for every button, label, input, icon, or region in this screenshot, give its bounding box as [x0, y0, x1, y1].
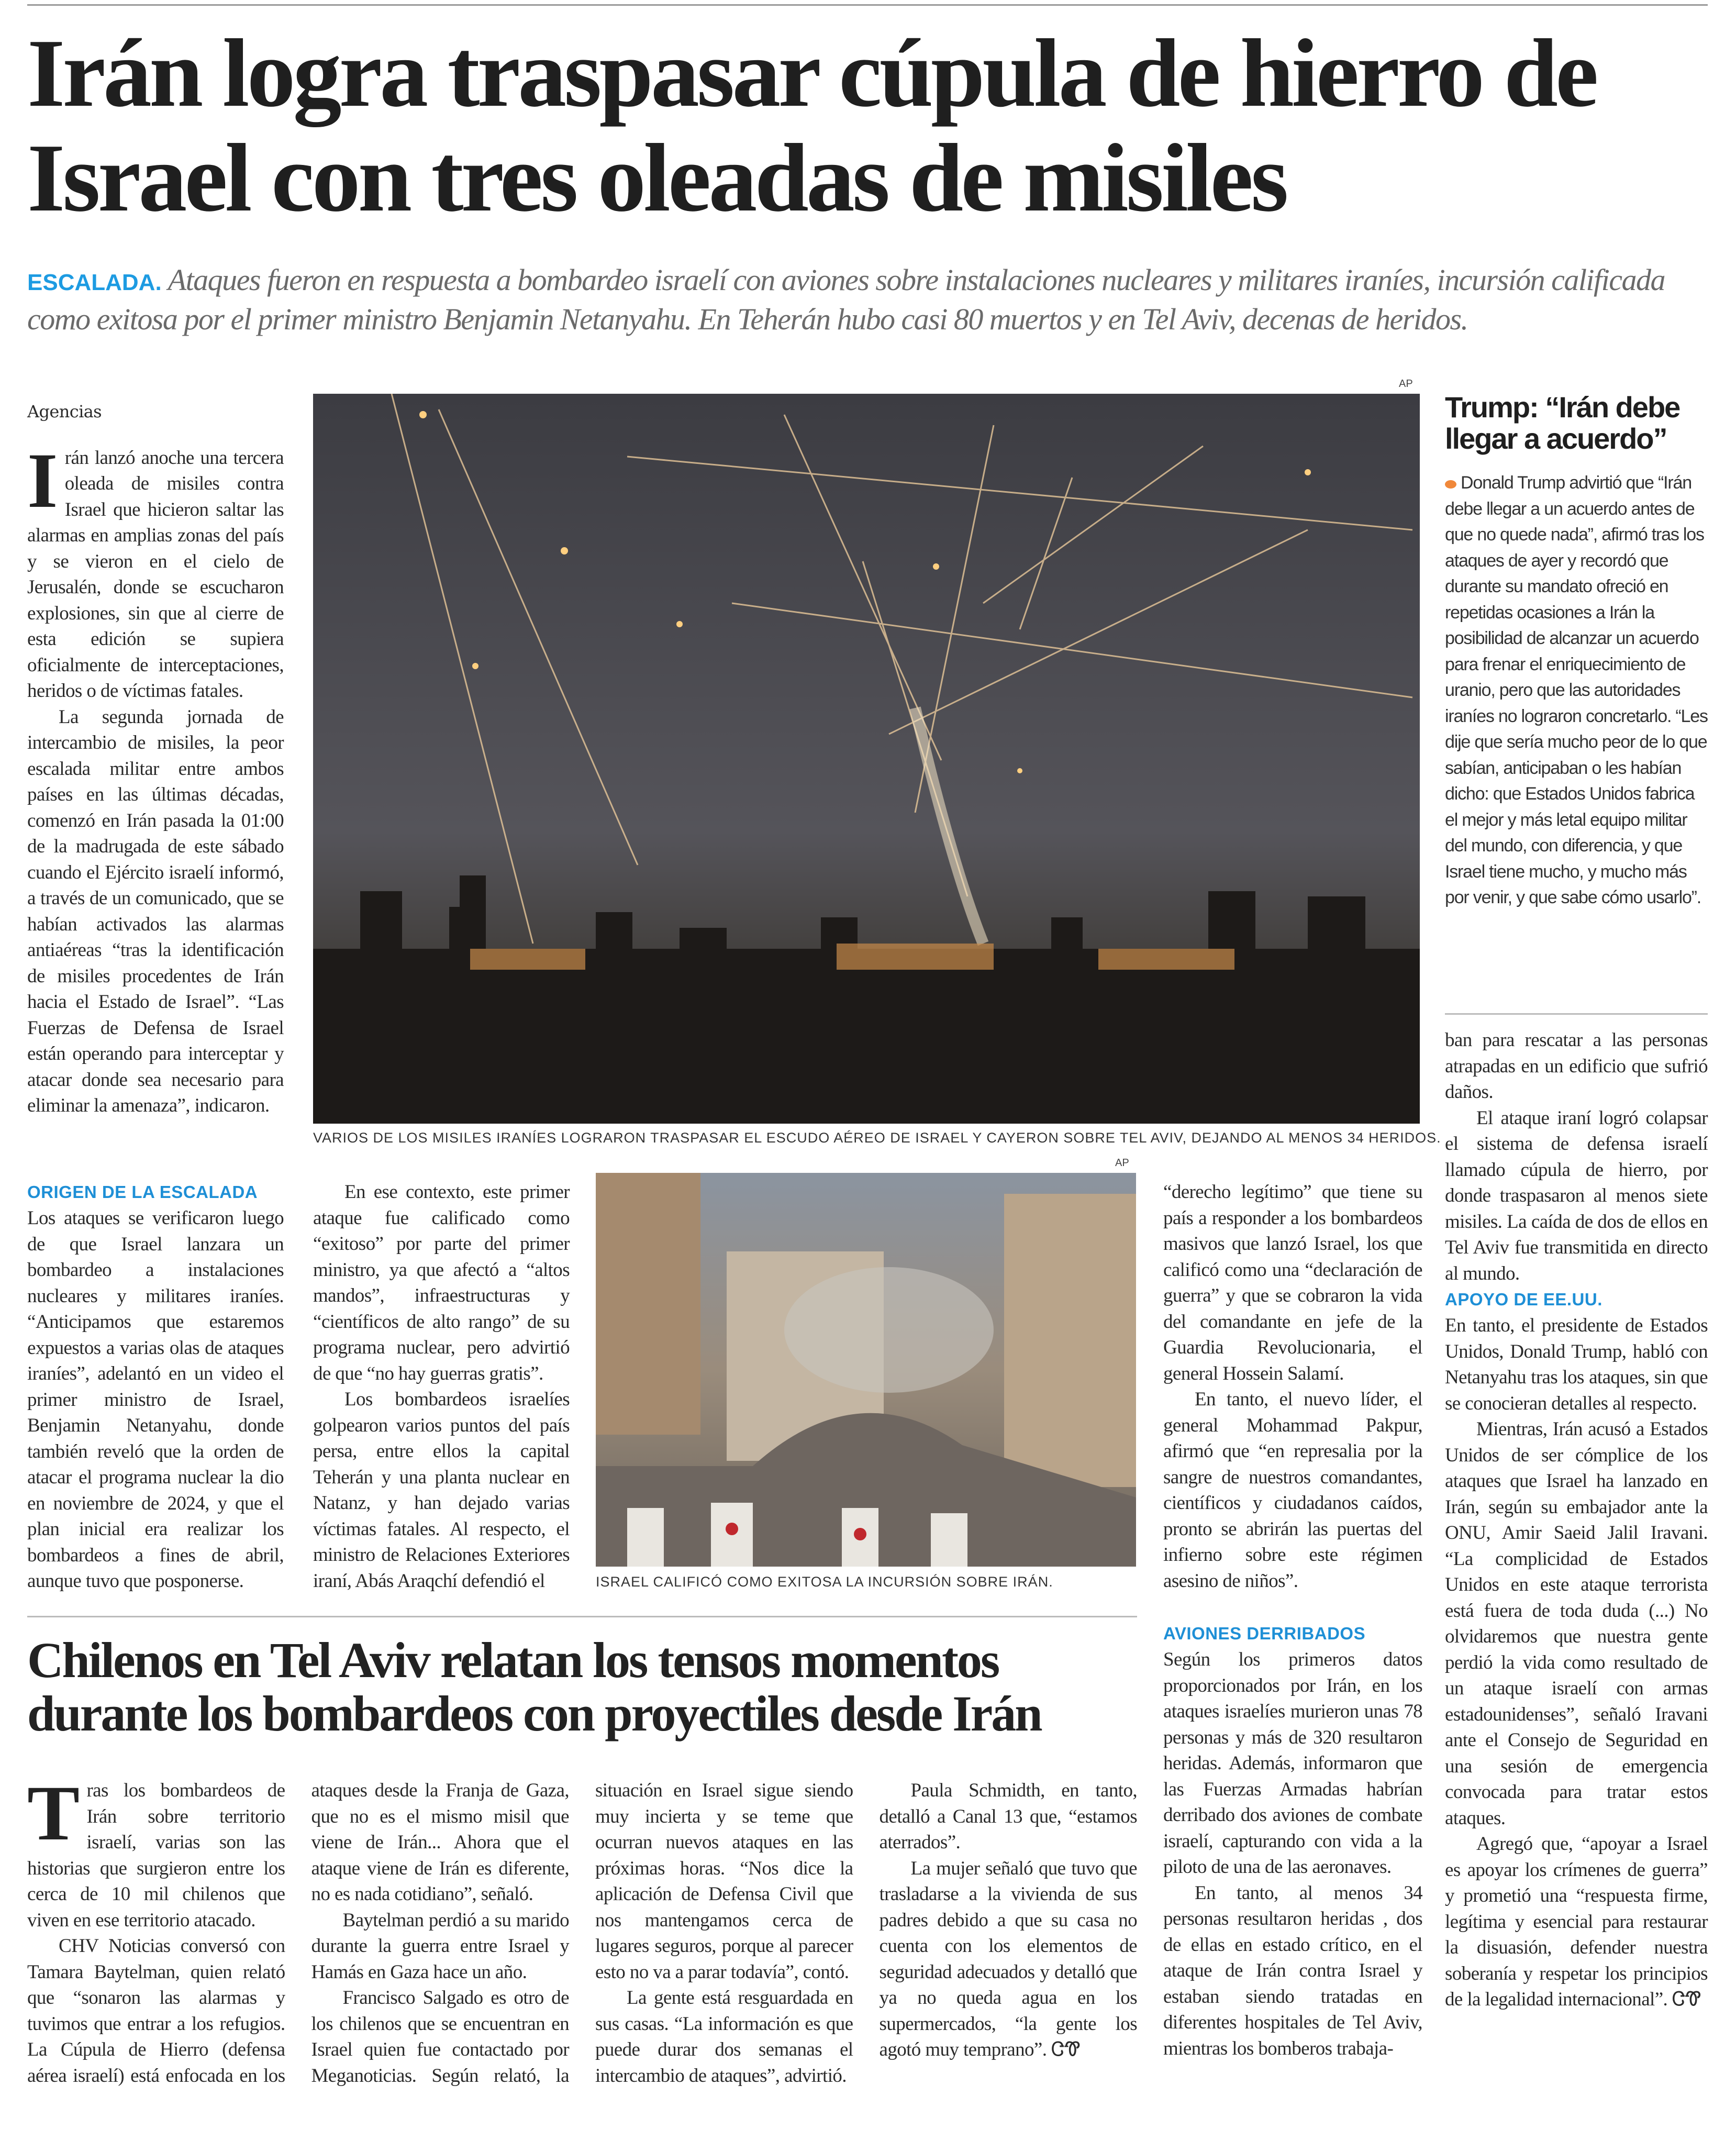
paragraph: Los ataques se verificaron luego de que Israel lanzara un bombardeo a instalaciones nucleares y militares iraníes. “Anticipamos que estaremos expuestos a varias olas de ataques iraníes”, adelantó en un video el primer ministro de Israel, Benjamin Netanyahu, donde también reveló que la orden de atacar el programa nuclear la dio en noviembre de 2024, y que el plan inicial era realizar los bombardeos a fines de abril, aunque tuvo que posponerse. — [27, 1207, 284, 1592]
drop-cap: T — [27, 1770, 80, 1857]
photo-credit: AP — [1399, 378, 1413, 390]
paragraph: ban para rescatar a las personas atrapadas en un edificio que sufrió daños. — [1445, 1029, 1708, 1103]
bullet-icon — [1445, 480, 1456, 489]
paragraph: La gente está resguardada en sus casas. “La información es que puede durar dos semanas el intercambio de ataques”, advirtió. — [595, 1987, 853, 2087]
paragraph: Paula Schmidth, en tanto, detalló a Canal 13 que, “estamos aterrados”. — [879, 1780, 1137, 1853]
section-rule — [27, 1616, 1137, 1617]
paragraph: Mientras, Irán acusó a Estados Unidos de ser cómplice de los ataques que Israel ha lanzado en Irán, según su embajador ante la ONU, Amir Saeid Jalil Iravani. “La complicidad de Estados Unidos en este ataque terrorista está fuera de toda duda (...) No olvidaremos que nuestra gente perdió la vida como resultado de un ataque israelí con armas estadounidenses”, señaló Iravani ante el Consejo de Seguridad en una sesión de emergencia convocada para tratar estos ataques. — [1445, 1418, 1708, 1829]
sidebar-title: Trump: “Irán debe llegar a acuerdo” — [1445, 391, 1680, 455]
photo-caption: VARIOS DE LOS MISILES IRANÍES LOGRARON TRASPASAR EL ESCUDO AÉREO DE ISRAEL Y CAYERON SOBRE TEL AVIV, DEJANDO AL MENOS 34 HERIDOS. — [313, 1130, 1441, 1146]
paragraph: El ataque iraní logró colapsar el sistema de defensa israelí llamado cúpula de hierro, por donde traspasaron al menos siete misiles. La caída de dos de ellos en Tel Aviv fue transmitida en directo al mundo. — [1445, 1107, 1708, 1284]
main-headline: Irán logra traspasar cúpula de hierro de Israel con tres oleadas de misiles — [27, 19, 1596, 232]
paragraph: ras los bombardeos de Irán sobre territorio israelí, varias son las historias que surgieron entre los cerca de 10 mil chilenos que viven en ese territorio atacado. — [27, 1780, 285, 1931]
paragraph: En tanto, el presidente de Estados Unidos, Donald Trump, habló con Netanyahu tras los ataques, sin que se conocieran detalles al respecto. — [1445, 1315, 1708, 1414]
top-rule — [27, 4, 1708, 6]
column-1-lower — [27, 1179, 284, 1594]
column-1 — [27, 399, 284, 1119]
sidebar-text: Donald Trump advirtió que “Irán debe llegar a un acuerdo antes de que no quede nada”, afirmó tras los ataques de ayer y recordó que durante su mandato ofreció en repetidas ocasiones a Irán la posibilidad de alcanzar un acuerdo para frenar el enriquecimiento de uranio, pero que las autoridades iraníes no lograron concretarlo. “Les dije que sería mucho peor de lo que sabían, anticipaban o les habían dicho: que Estados Unidos fabrica el mejor y más letal equipo militar del mundo, con diferencia, y que Israel tiene mucho, y mucho más por venir, y que sabe cómo usarlo”. — [1445, 473, 1708, 907]
paragraph: Los bombardeos israelíes golpearon varios puntos del país persa, entre ellos la capital Teherán y una planta nuclear en Natanz, y han dejado varias víctimas fatales. Al respecto, el ministro de Relaciones Exteriores iraní, Abás Araqchí defendió el — [313, 1389, 570, 1592]
paragraph: rán lanzó anoche una tercera oleada de misiles contra Israel que hicieron saltar las alarmas en amplias zonas del país y se vieron en el cielo de Jerusalén, donde se escucharon explosiones, sin que al cierre de esta edición se supiera oficialmente de interceptaciones, heridos o de víctimas fatales. — [27, 447, 284, 702]
photo-credit: AP — [1115, 1157, 1129, 1169]
deck-tag: ESCALADA. — [27, 270, 162, 295]
rubble-image — [596, 1173, 1136, 1567]
second-headline: Chilenos en Tel Aviv relatan los tensos momentos durante los bombardeos con proyectiles desde Irán — [27, 1632, 1041, 1741]
paragraph: En tanto, al menos 34 personas resultaron heridas , dos de ellas en estado crítico, en el ataque de Irán contra Israel y estaban siendo tratadas en diferentes hospitales de Tel Aviv, mientras los bomberos trabaja- — [1163, 1882, 1422, 2059]
paragraph: “derecho legítimo” que tiene su país a responder a los bombardeos masivos que lanzó Israel, los que calificó como una “declaración de guerra” y que se cobraron la vida del comandante en jefe de la Guardia Revolucionaria, el general Hossein Salamí. — [1163, 1181, 1422, 1384]
missile-streaks-image — [313, 394, 1420, 1124]
rubble-photo — [596, 1173, 1136, 1567]
paragraph: En tanto, el nuevo líder, el general Mohammad Pakpur, afirmó que “en represalia por la sangre de nuestros comandantes, científicos y ciudadanos caídos, pronto se abrirán las puertas del infierno sobre este régimen asesino de niños”. — [1163, 1389, 1422, 1592]
photo-caption: ISRAEL CALIFICÓ COMO EXITOSA LA INCURSIÓN SOBRE IRÁN. — [596, 1574, 1053, 1590]
deck — [27, 262, 1723, 338]
paragraph: La mujer señaló que tuvo que trasladarse a la vivienda de sus padres debido a que su casa no cuenta con los elementos de seguridad adecuados y detalló que ya no queda agua en los supermercados, “la gente los agotó muy temprano”. — [879, 1857, 1137, 2060]
sidebar-rule — [1445, 1013, 1708, 1015]
paragraph: Agregó que, “apoyar a Israel es apoyar los crímenes de guerra” y prometió una “respuesta firme, legítima y esencial para restaurar la disuasión, defender nuestra soberanía y respetar los principios de la legalidad internacional”. — [1445, 1833, 1708, 2010]
paragraph: Baytelman perdió a su marido durante la guerra entre Israel y Hamás en Gaza hace un año. — [311, 1909, 569, 1983]
subhead-origen: ORIGEN DE LA ESCALADA — [27, 1182, 258, 1202]
byline: Agencias — [27, 402, 102, 421]
subhead-aviones: AVIONES DERRIBADOS — [1163, 1624, 1366, 1643]
end-mark-icon: ᏣᏡ — [1672, 1989, 1701, 2010]
column-5 — [1445, 1027, 1708, 2013]
column-4-lower — [1163, 1621, 1422, 2061]
end-mark-icon: ᏣᏡ — [1051, 2039, 1081, 2060]
paragraph: La segunda jornada de intercambio de misiles, la peor escalada militar entre ambos países en las últimas décadas, comenzó en Irán pasada la 01:00 de la madrugada de este sábado cuando el Ejército israelí informó, a través de un comunicado, que se habían activados las alarmas antiaéreas “tras la identificación de misiles procedentes de Irán hacia el Estado de Israel”. “Las Fuerzas de Defensa de Israel están operando para interceptar y atacar donde sea necesario para eliminar la amenaza”, indicaron. — [27, 706, 284, 1116]
missile-photo — [313, 394, 1420, 1124]
column-4 — [1163, 1179, 1422, 1594]
paragraph: CHV Noticias conversó con Tamara Baytelman, quien relató que “sonaron las alarmas y tuvimos que entrar a los refugios. La Cúpula de Hierro (defensa aérea israelí) está enfocada en los ataques desde la Franja de Gaza, que no es el mismo misil que viene de Irán... Ahora que el ataque viene de Irán es diferente, no es nada cotidiano”, señaló. — [27, 1780, 569, 2087]
paragraph: Según los primeros datos proporcionados por Irán, en los ataques israelíes murieron unas 78 personas y más de 320 resultaron heridas. Además, informaron que las Fuerzas Armadas habrían derribado dos aviones de combate israelí, capturando con vida a la piloto de una de las aeronaves. — [1163, 1649, 1422, 1878]
subhead-apoyo: APOYO DE EE.UU. — [1445, 1290, 1603, 1309]
second-article-body — [27, 1770, 1137, 2113]
drop-cap: I — [27, 437, 58, 524]
paragraph: En ese contexto, este primer ataque fue calificado como “exitoso” por parte del primer ministro, ya que afectó a “altos mandos”, infraestructuras y “científicos de alto rango” de su programa nuclear, pero advirtió de que “no hay guerras gratis”. — [313, 1181, 570, 1384]
deck-text: Ataques fueron en respuesta a bombardeo israelí con aviones sobre instalaciones nucleares y militares iraníes, incursión calificada como exitosa por el primer ministro Benjamin Netanyahu. En Teherán hubo casi 80 muertos y en Tel Aviv, decenas de heridos. — [27, 263, 1665, 336]
trump-sidebar — [1445, 392, 1708, 911]
paragraph: Francisco Salgado es otro de los chilenos que se encuentran en Israel quien fue contactado por Meganoticias. Según relató, la situación en Israel sigue siendo muy incierta y se teme que ocurran nuevos ataques en las próximas horas. “Nos dice la aplicación de Defensa Civil que nos mantengamos cerca de lugares seguros, porque al parecer esto no va a parar todavía”, contó. — [311, 1780, 853, 2087]
column-2 — [313, 1179, 570, 1594]
